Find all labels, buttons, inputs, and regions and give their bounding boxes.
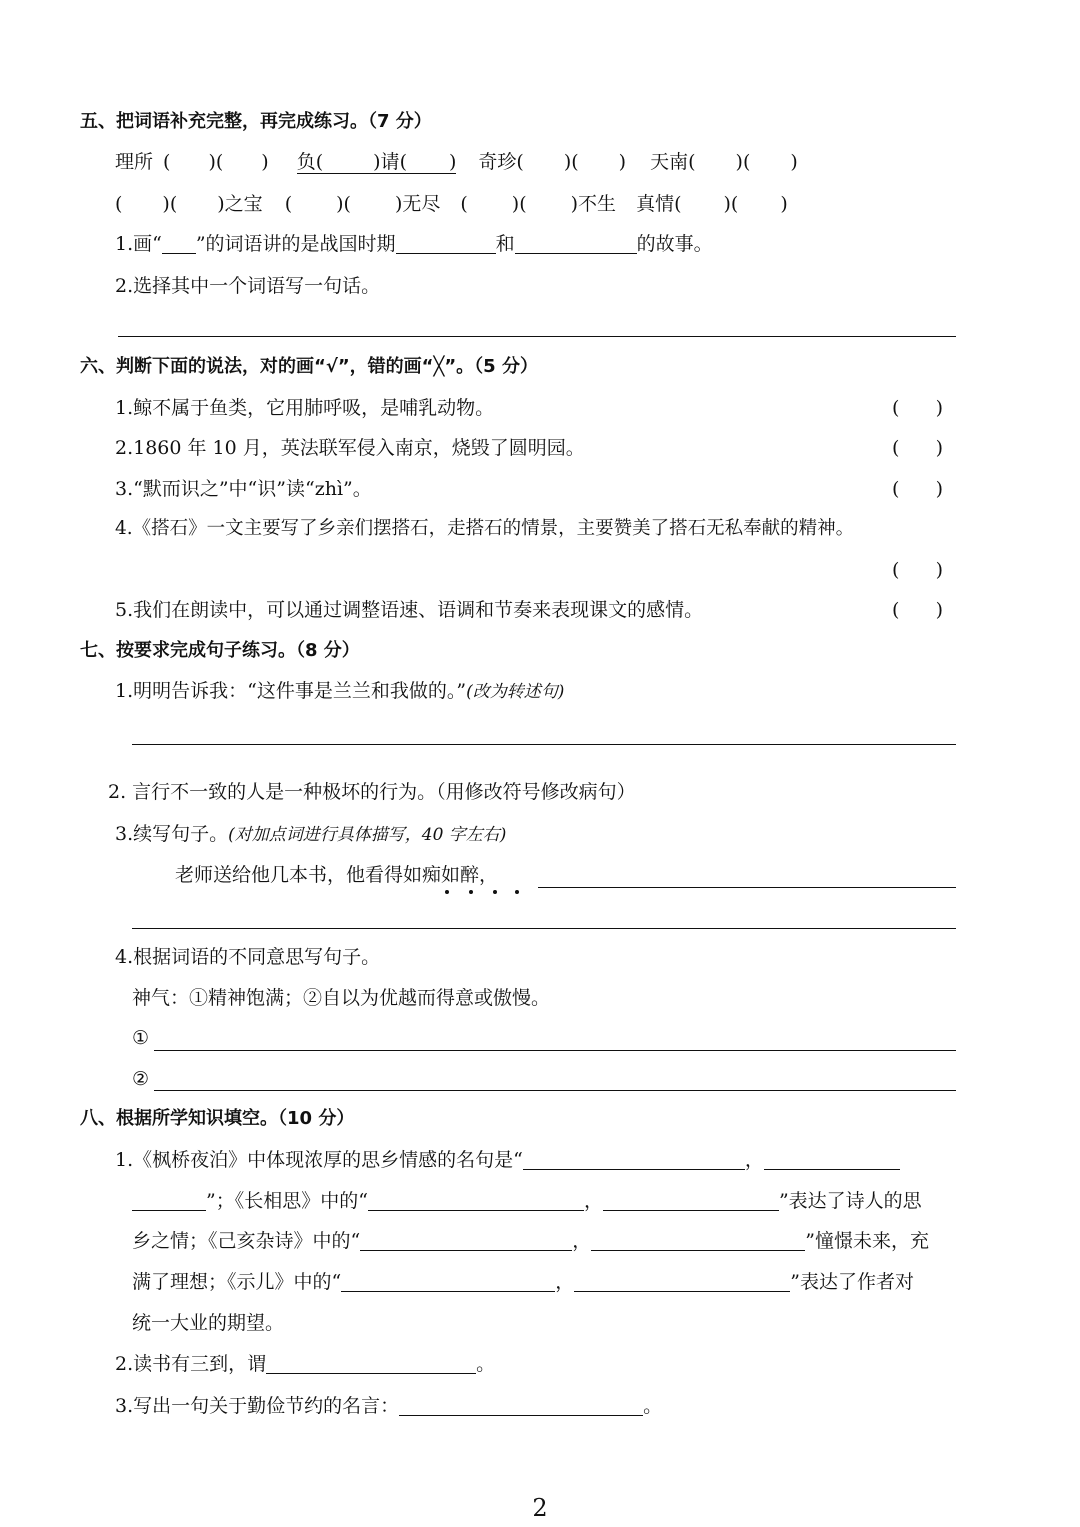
answer-blank[interactable] xyxy=(132,1192,206,1211)
s8-line-1: 1.《枫桥夜泊》中体现浓厚的思乡情感的名句是“ ， xyxy=(115,1148,900,1172)
s8-question-3: 3.写出一句关于勤俭节约的名言： 。 xyxy=(115,1395,663,1417)
word-qing: 请 xyxy=(380,151,400,173)
answer-blank[interactable] xyxy=(266,1355,476,1374)
word-lisuo: 理所 xyxy=(115,151,154,173)
answer-blank[interactable] xyxy=(574,1273,790,1292)
s5-question-2: 2.选择其中一个词语写一句话。 xyxy=(115,275,381,297)
circle-one-marker: ① xyxy=(132,1027,150,1049)
judge-answer-box-1[interactable]: ( ) xyxy=(892,397,944,419)
word-fu: 负 xyxy=(296,151,316,173)
judge-item-2: 2.1860 年 10 月，英法联军侵入南京，烧毁了圆明园。 xyxy=(115,437,585,459)
section-5-title: 五、把词语补充完整，再完成练习。（7 分） xyxy=(80,111,432,132)
page-number: 2 xyxy=(532,1494,548,1522)
s7-q4-definition: 神气：①精神饱满；②自以为优越而得意或傲慢。 xyxy=(132,987,551,1009)
s7-question-2: 2. 言行不一致的人是一种极坏的行为。（用修改符号修改病句） xyxy=(108,781,636,803)
answer-line[interactable] xyxy=(154,1090,956,1091)
answer-blank[interactable] xyxy=(523,1151,745,1170)
s5-question-1: 1.画“ ”的词语讲的是战国时期 和 的故事。 xyxy=(115,233,713,255)
answer-blank[interactable] xyxy=(368,1192,584,1211)
judge-answer-box-4[interactable]: ( ) xyxy=(892,559,944,581)
word-busheng: 不生 xyxy=(578,193,617,215)
word-zhenqing: 真情 xyxy=(636,193,675,215)
s7-question-4: 4.根据词语的不同意思写句子。 xyxy=(115,946,381,968)
s8-line-3: 乡之情；《己亥杂诗》中的“ ， ”憧憬未来，充 xyxy=(132,1230,929,1252)
answer-line[interactable] xyxy=(118,336,956,337)
judge-item-5: 5.我们在朗读中，可以通过调整语速、语调和节奏来表现课文的感情。 xyxy=(115,599,704,621)
circle-two-marker: ② xyxy=(132,1068,150,1090)
answer-line[interactable] xyxy=(132,744,956,745)
word-tiannan: 天南 xyxy=(650,151,689,173)
emphasis-dot xyxy=(493,890,497,894)
s8-line-2: ”；《长相思》中的“ ， ”表达了诗人的思 xyxy=(132,1189,922,1213)
s8-question-2: 2.读书有三到，谓 。 xyxy=(115,1353,496,1375)
answer-blank[interactable] xyxy=(603,1192,779,1211)
emphasis-dot xyxy=(445,890,449,894)
judge-answer-box-5[interactable]: ( ) xyxy=(892,599,944,621)
s7-q3-sentence: 老师送给他几本书，他看得如痴如醉， xyxy=(175,864,499,886)
emphasis-dot xyxy=(469,890,473,894)
word-wujin: 无尽 xyxy=(402,193,441,215)
section-7-title: 七、按要求完成句子练习。（8 分） xyxy=(80,640,360,661)
answer-blank[interactable] xyxy=(360,1232,572,1251)
answer-blank[interactable] xyxy=(399,1397,643,1416)
s7-question-3: 3.续写句子。(对加点词进行具体描写，40 字左右) xyxy=(115,823,507,845)
judge-item-4: 4.《搭石》一文主要写了乡亲们摆搭石，走搭石的情景，主要赞美了搭石无私奉献的精神。 xyxy=(115,518,855,539)
word-row-2: ( )( )之宝 ( )( )无尽 ( )( )不生 真情( )( ) xyxy=(115,193,788,215)
answer-blank[interactable] xyxy=(764,1151,900,1170)
judge-item-1: 1.鲸不属于鱼类，它用肺呼吸，是哺乳动物。 xyxy=(115,397,495,419)
answer-line[interactable] xyxy=(154,1050,956,1051)
section-6-title: 六、判断下面的说法，对的画“√”，错的画“╳”。（5 分） xyxy=(80,356,538,377)
answer-blank[interactable] xyxy=(591,1232,805,1251)
word-qizhen: 奇珍 xyxy=(478,151,517,173)
s7-question-1: 1.明明告诉我：“这件事是兰兰和我做的。”(改为转述句) xyxy=(115,680,565,702)
answer-blank[interactable] xyxy=(515,235,637,254)
judge-item-3: 3.“默而识之”中“识”读“zhì”。 xyxy=(115,478,372,500)
judge-answer-box-2[interactable]: ( ) xyxy=(892,437,944,459)
s8-line-4: 满了理想；《示儿》中的“ ， ”表达了作者对 xyxy=(132,1271,914,1293)
emphasis-dot xyxy=(515,890,519,894)
answer-blank[interactable] xyxy=(341,1273,555,1292)
answer-blank[interactable] xyxy=(396,235,496,254)
word-row-1: 理所 ( )( ) 负( )请( ) 奇珍( )( ) 天南( )( ) xyxy=(115,151,798,173)
answer-line[interactable] xyxy=(132,928,956,929)
section-8-title: 八、根据所学知识填空。（10 分） xyxy=(80,1108,355,1129)
answer-line[interactable] xyxy=(538,887,956,888)
s8-line-5: 统一大业的期望。 xyxy=(132,1312,285,1334)
word-zhibao: 之宝 xyxy=(224,193,263,215)
judge-answer-box-3[interactable]: ( ) xyxy=(892,478,944,500)
